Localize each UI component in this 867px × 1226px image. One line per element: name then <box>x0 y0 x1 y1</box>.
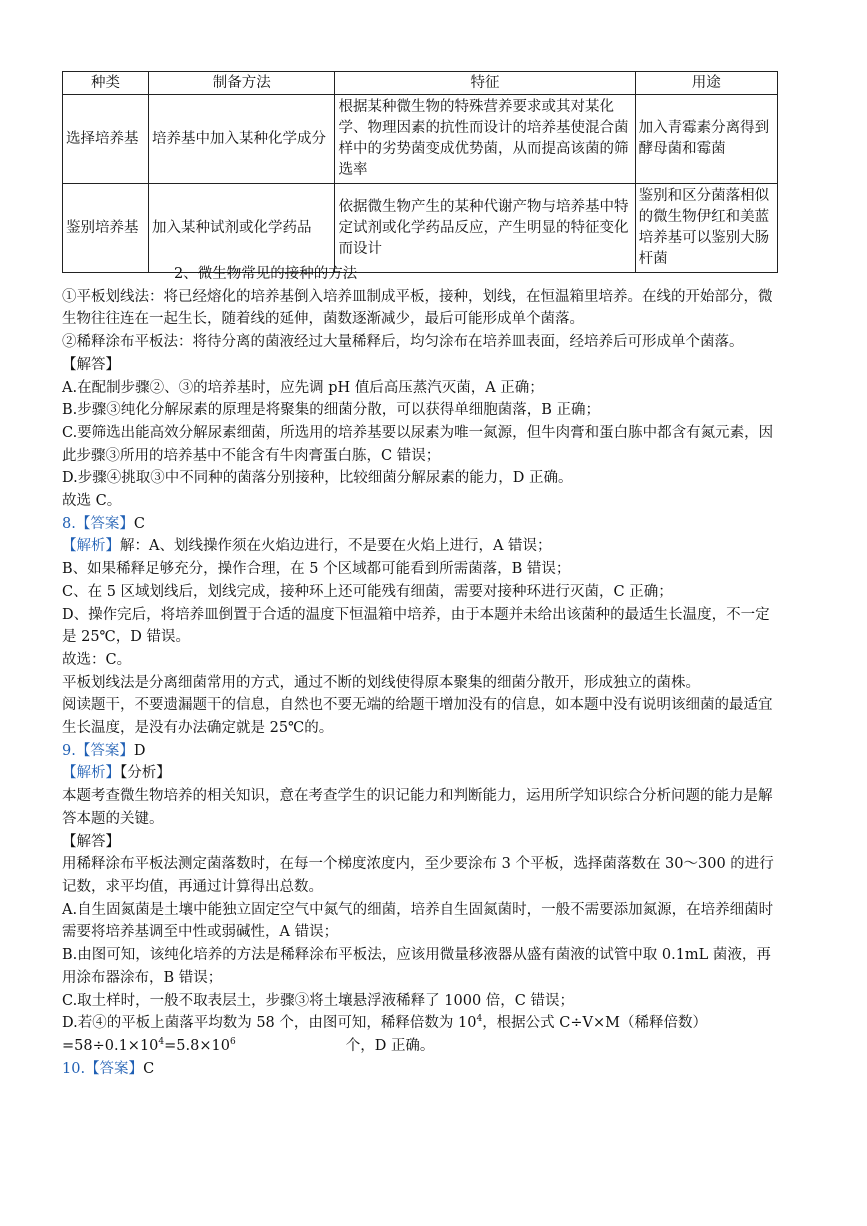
formula-line <box>62 1035 784 1058</box>
option-d <box>62 1012 784 1035</box>
option-b: B、如果稀释足够充分，操作合理，在 5 个区域都可能看到所需菌落，B 错误； <box>62 561 571 578</box>
option-d: D.步骤④挑取③中不同种的菌落分别接种，比较细菌分解尿素的能力，D 正确。 <box>62 470 573 487</box>
text-span: =58÷0.1×10 <box>62 1037 159 1054</box>
analysis-label: 【解析】 <box>62 538 120 555</box>
paragraph: 用稀释涂布平板法测定菌落数时，在每一个梯度浓度内，至少要涂布 3 个平板，选择菌落数在 30～300 的进行记数，求平均值，再通过计算得出总数。 <box>62 856 774 895</box>
fenxi-label: 【分析】 <box>120 765 171 782</box>
table-cell: 鉴别和区分菌落相似的微生物伊红和美蓝培养基可以鉴别大肠杆菌 <box>635 184 777 273</box>
exponent: 4 <box>158 1037 165 1048</box>
option-a: A.在配制步骤②、③的培养基时，应先调 pH 值后高压蒸汽灭菌，A 正确； <box>62 379 544 396</box>
table-header-cell: 特征 <box>335 72 635 95</box>
q9-answer <box>62 740 784 763</box>
answer-label: 10.【答案】 <box>62 1060 144 1077</box>
table-cell: 鉴别培养基 <box>63 184 149 273</box>
answer-label: 8.【答案】 <box>62 515 134 532</box>
table-header-cell: 制备方法 <box>149 72 335 95</box>
paragraph: ②稀释涂布平板法：将待分离的菌液经过大量稀释后，均匀涂布在培养皿表面，经培养后可形成单个菌落。 <box>62 334 744 351</box>
analysis-text: 解：A、划线操作须在火焰边进行，不是要在火焰上进行，A 错误； <box>120 538 552 555</box>
option-d: D、操作完后，将培养皿倒置于合适的温度下恒温箱中培养，由于本题并未给出该菌种的最适生长温度，不一定是 25℃，D 错误。 <box>62 606 770 646</box>
answer-value: C <box>143 1060 155 1077</box>
option-c: C.取土样时，一般不取表层土，步骤③将土壤悬浮液稀释了 1000 倍，C 错误； <box>62 992 575 1009</box>
q9-analysis <box>62 762 784 785</box>
jieda-label: 【解答】 <box>62 833 120 850</box>
table-header-cell: 用途 <box>635 72 777 95</box>
table-row <box>63 95 778 184</box>
table-header-row <box>63 72 778 95</box>
table-cell: 加入青霉素分离得到酵母菌和霉菌 <box>635 95 777 184</box>
paragraph: ①平板划线法：将已经熔化的培养基倒入培养皿制成平板，接种，划线，在恒温箱里培养。在线的开始部分，微生物往往连在一起生长，随着线的延伸，菌数逐渐减少，最后可能形成单个菌落。 <box>62 288 773 328</box>
option-b: B.由图可知，该纯化培养的方法是稀释涂布平板法，应该用微量移液器从盛有菌液的试管中取 0.1mL 菌液，再用涂布器涂布，B 错误； <box>62 947 771 986</box>
answer-value: C <box>133 515 145 532</box>
table-cell: 根据某种微生物的特殊营养要求或其对某化学、物理因素的抗性而设计的培养基使混合菌样中的劣势菌变成优势菌，从而提高该菌的筛选率 <box>335 95 635 184</box>
option-b: B.步骤③纯化分解尿素的原理是将聚集的细菌分散，可以获得单细胞菌落，B 正确； <box>62 402 601 419</box>
text-span: ，根据公式 C÷V×M（稀释倍数） <box>482 1015 708 1032</box>
culture-medium-table <box>62 71 778 273</box>
option-c: C、在 5 区域划线后，划线完成，接种环上还可能残有细菌，需要对接种环进行灭菌，C 正确； <box>62 583 673 600</box>
q8-analysis <box>62 535 784 558</box>
table-cell: 依据微生物产生的某种代谢产物与培养基中特定试剂或化学药品反应，产生明显的特征变化而设计 <box>335 184 635 273</box>
text-span: D.若④的平板上菌落平均数为 58 个，由图可知，稀释倍数为 10 <box>62 1015 477 1032</box>
option-a: A.自生固氮菌是土壤中能独立固定空气中氮气的细菌，培养自生固氮菌时，一般不需要添加氮源，在培养细菌时需要将培养基调至中性或弱碱性，A 错误； <box>62 901 774 941</box>
table-cell: 选择培养基 <box>63 95 149 184</box>
section-heading: 2、微生物常见的接种的方法 <box>174 266 358 282</box>
table-header-cell: 种类 <box>63 72 149 95</box>
q8-answer <box>62 513 784 536</box>
text-span: =5.8×10 <box>164 1037 230 1054</box>
analysis-label: 【解析】 <box>62 765 120 782</box>
paragraph: 阅读题干，不要遗漏题干的信息，自然也不要无端的给题干增加没有的信息，如本题中没有说明该细菌的最适宜生长温度，是没有办法确定就是 25℃的。 <box>62 697 773 737</box>
answer-body <box>62 263 784 1080</box>
table-cell: 加入某种试剂或化学药品 <box>149 184 335 273</box>
choice-text: 故选：C。 <box>62 651 132 668</box>
paragraph: 平板划线法是分离细菌常用的方式，通过不断的划线使得原本聚集的细菌分散开，形成独立的菌株。 <box>62 674 700 691</box>
text-span: 个，D 正确。 <box>345 1037 435 1054</box>
choice-text: 故选 C。 <box>62 493 122 510</box>
q10-answer <box>62 1058 784 1081</box>
exponent: 4 <box>476 1014 483 1025</box>
exponent: 6 <box>229 1037 236 1048</box>
table-row <box>63 184 778 273</box>
table-cell: 培养基中加入某种化学成分 <box>149 95 335 184</box>
jieda-label: 【解答】 <box>62 356 120 373</box>
paragraph: 本题考查微生物培养的相关知识，意在考查学生的识记能力和判断能力，运用所学知识综合分析问题的能力是解答本题的关键。 <box>62 788 773 827</box>
answer-label: 9.【答案】 <box>62 742 134 759</box>
option-c: C.要筛选出能高效分解尿素细菌，所选用的培养基要以尿素为唯一氮源，但牛肉膏和蛋白胨中都含有氮元素，因此步骤③所用的培养基中不能含有牛肉膏蛋白胨，C 错误； <box>62 424 774 464</box>
answer-value: D <box>133 742 146 759</box>
